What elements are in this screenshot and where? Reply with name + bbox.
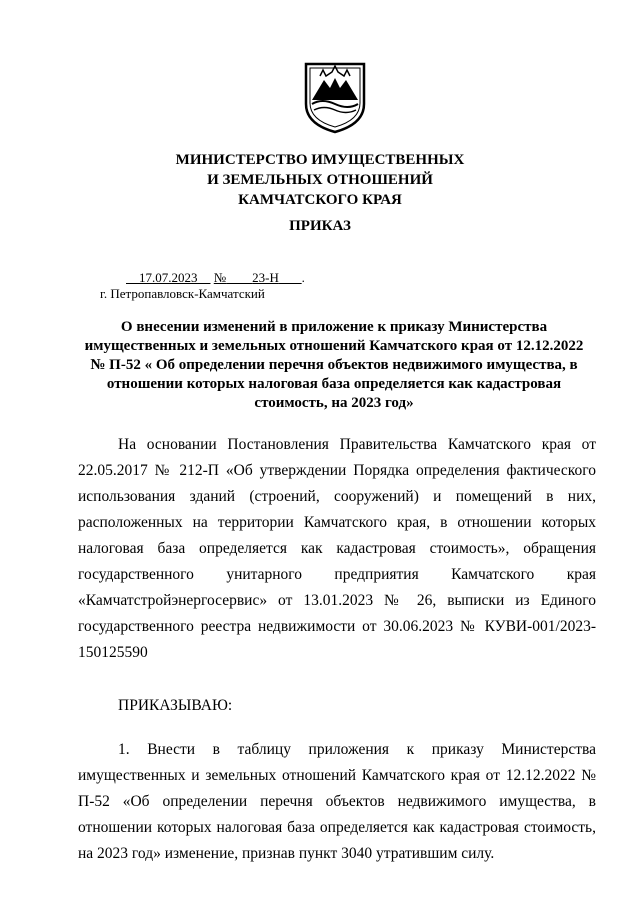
kamchatka-coat-of-arms-icon [302, 60, 368, 136]
basis-paragraph: На основании Постановления Правительства Камчатского края от 22.05.2017 № 212-П «Об утверждении Порядка определения фактического использования зданий (строений, сооружений) и помещений в них, расположенных на территории Камчатского края, в отношении которых налоговая база определяется как кадастровая стоимость», обращения государственного унитарного предприятия Камчатского края «Камчатстройэнергосервис» от 13.01.2023 № 26, выписки из Единого государственного реестра недвижимости от 30.06.2023 № КУВИ-001/2023-150125590 [78, 436, 596, 661]
number-sign: № [213, 270, 227, 285]
subject-line-4: отношении которых налоговая база определяется как кадастровая [106, 376, 562, 392]
ministry-line-1: МИНИСТЕРСТВО ИМУЩЕСТВЕННЫХ [175, 152, 465, 168]
city: г. Петропавловск-Камчатский [100, 286, 265, 301]
ministry-name [0, 150, 640, 210]
subject-line-1: О внесении изменений в приложение к приказу Министерства [120, 319, 548, 335]
ministry-line-2: И ЗЕМЕЛЬНЫХ ОТНОШЕНИЙ [207, 172, 433, 188]
subject-line-5: стоимость, на 2023 год» [254, 395, 414, 411]
order-subject [78, 318, 590, 413]
order-number-line: 17.07.2023 № 23-Н . [126, 270, 305, 286]
order-item-1: 1. Внести в таблицу приложения к приказу Министерства имущественных и земельных отношений Камчатского края от 12.12.2022 № П-52 «Об определении перечня объектов недвижимого имущества, в отношении которых налоговая база определяется как кадастровая стоимость, на 2023 год» изменение, признав пункт 3040 утратившим силу. [78, 741, 596, 862]
document-type: ПРИКАЗ [289, 218, 351, 234]
order-number: 23-Н [252, 270, 279, 285]
subject-line-2: имущественных и земельных отношений Камчатского края от 12.12.2022 [84, 338, 584, 354]
ministry-line-3: КАМЧАТСКОГО КРАЯ [238, 192, 402, 208]
subject-line-3: № П-52 « Об определении перечня объектов недвижимого имущества, в [90, 357, 578, 373]
order-word: ПРИКАЗЫВАЮ: [118, 697, 233, 714]
order-date: 17.07.2023 [139, 270, 198, 285]
